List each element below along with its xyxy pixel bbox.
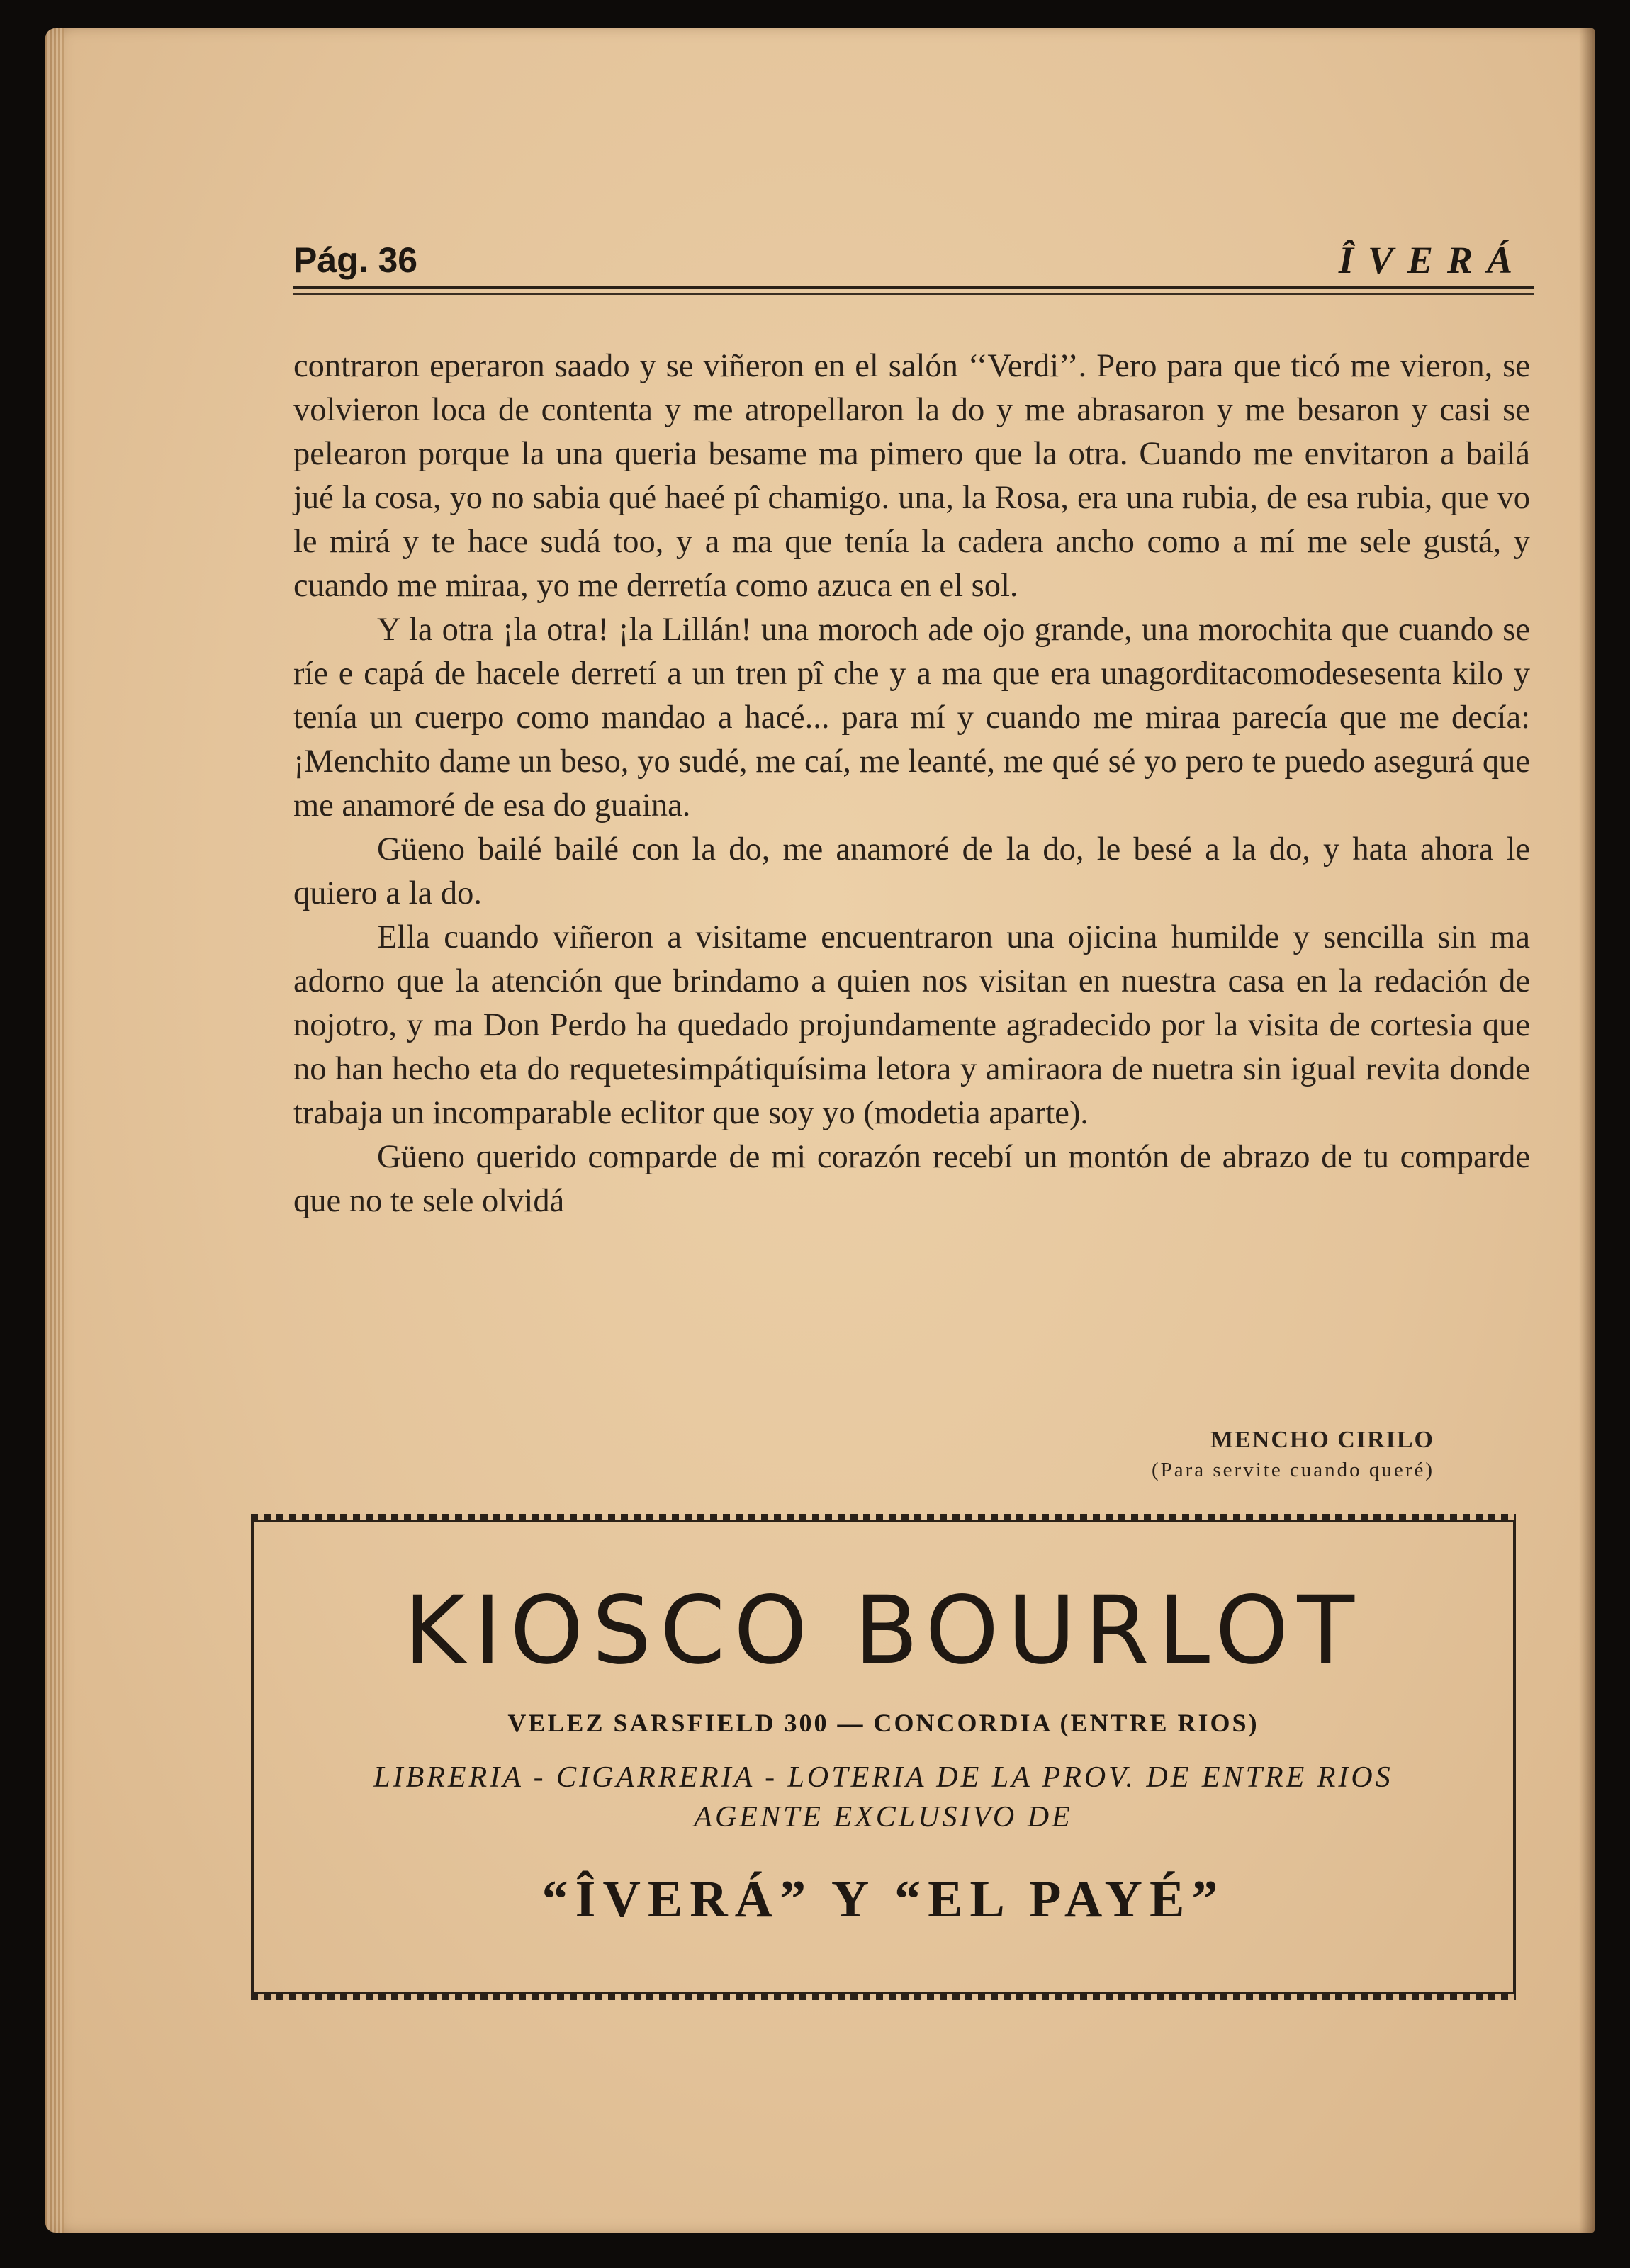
article-signature — [967, 1425, 1434, 1484]
article-paragraph: Y la otra ¡la otra! ¡la Lillán! una moroch ade ojo grande, una morochita que cuando se ríe e capá de hacele derretí a un tren pî che y a ma que era unagorditacomodesesenta kilo y tenía un cuerpo como mandao a hacé... para mí y cuando me miraa parecía que me decía: ¡Menchito dame un beso, yo sudé, me caí, me leanté, me qué sé yo pero te puedo asegurá que me anamoré de esa do guaina. — [293, 612, 1530, 824]
ad-address: VELEZ SARSFIELD 300 — CONCORDIA (ENTRE RIOS) — [507, 1709, 1259, 1737]
header-rule-thin — [293, 293, 1534, 295]
ad-agent-line: AGENTE EXCLUSIVO DE — [694, 1801, 1073, 1834]
page-number: Pág. 36 — [293, 240, 418, 280]
signature-note: (Para servite cuando queré) — [1151, 1459, 1434, 1481]
article-paragraph: Güeno querido comparde de mi corazón recebí un montón de abrazo de tu comparde que no te sele olvidá — [293, 1139, 1530, 1219]
page-binding-edge — [45, 28, 64, 2233]
advertisement-box — [251, 1520, 1516, 1994]
article-body — [293, 344, 1530, 1223]
ad-title: KIOSCO BOURLOT — [403, 1576, 1364, 1685]
magazine-page — [45, 28, 1595, 2233]
journal-title: ÎVERÁ — [1338, 239, 1527, 281]
article-paragraph: Güeno bailé bailé con la do, me anamoré de la do, le besé a la do, y hata ahora le quiero a la do. — [293, 831, 1530, 911]
page-right-shadow — [1579, 28, 1595, 2233]
article-paragraph: contraron eperaron saado y se viñeron en el salón ‘‘Verdi’’. Pero para que ticó me vieron, se volvieron loca de contenta y me atropellaron la do y me abrasaron y me besaron y casi se pelearon porque la una queria besame ma pimero que la otra. Cuando me envitaron a bailá jué la cosa, yo no sabia qué haeé pî chamigo. una, la Rosa, era una rubia, de esa rubia, que vo le mirá y te hace sudá too, y a ma que tenía la cadera ancho como a mí me sele gustá, y cuando me miraa, yo me derretía como azuca en el sol. — [293, 348, 1530, 604]
signature-name: MENCHO CIRILO — [1210, 1427, 1434, 1453]
ad-services: LIBRERIA - CIGARRERIA - LOTERIA DE LA PROV. DE ENTRE RIOS — [373, 1761, 1393, 1794]
page-header — [251, 206, 1541, 291]
article-paragraph: Ella cuando viñeron a visitame encuentraron una ojicina humilde y sencilla sin ma adorno que la atención que brindamo a quien nos visitan en nuestra casa en la redación de nojotro, y ma Don Perdo ha quedado projundamente agradecido por la visita de cortesia que no han hecho eta do requetesimpátiquísima letora y amiraora de nuetra sin igual revita donde trabaja un incomparable eclitor que soy yo (modetia aparte). — [293, 919, 1530, 1131]
header-rule-thick — [293, 286, 1534, 289]
ad-publications: “ÎVERÁ” Y “EL PAYÉ” — [541, 1870, 1225, 1929]
